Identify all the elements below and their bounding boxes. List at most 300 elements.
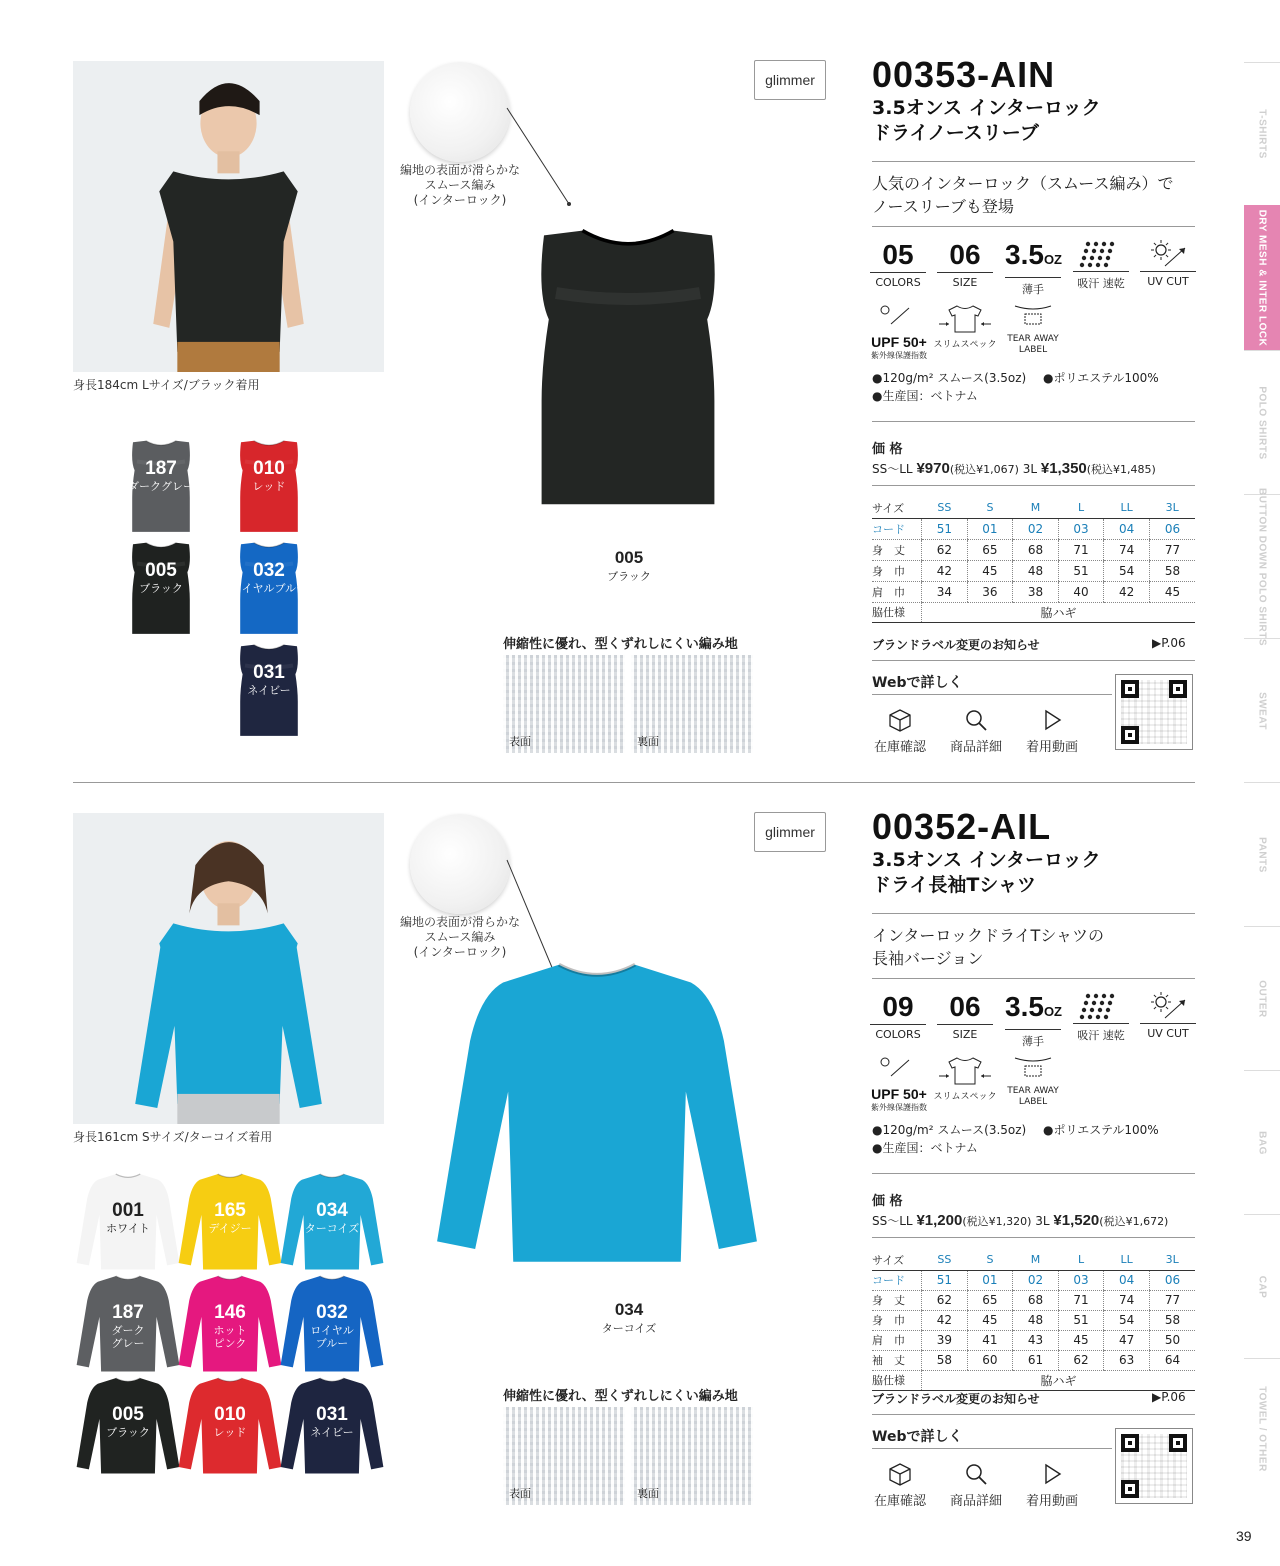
side-tab-label: PANTS bbox=[1256, 836, 1268, 873]
size-cell: 48 bbox=[1013, 560, 1059, 581]
side-tab-4[interactable] bbox=[1244, 638, 1280, 782]
side-tab-6[interactable] bbox=[1244, 926, 1280, 1070]
side-tab-label: CAP bbox=[1256, 1275, 1268, 1298]
swatch-number: 146 bbox=[214, 1302, 246, 1323]
product-code: 00353-AIN bbox=[872, 54, 1056, 95]
spec-number: 06 bbox=[949, 239, 981, 270]
size-row-label: 袖 丈 bbox=[872, 1350, 922, 1370]
size-cell: 48 bbox=[1013, 1310, 1059, 1330]
feature-caption: 紫外線保護指数 bbox=[871, 351, 927, 360]
size-cell: 06 bbox=[1149, 1270, 1195, 1290]
size-cell: 39 bbox=[922, 1330, 968, 1350]
magnifier-icon bbox=[944, 708, 1008, 732]
link-box[interactable] bbox=[868, 1462, 932, 1509]
swatch-number: 032 bbox=[316, 1302, 348, 1323]
main-color-label bbox=[569, 548, 689, 584]
spec-caption: COLORS bbox=[875, 1028, 921, 1041]
spec-1 bbox=[937, 240, 993, 289]
spec-value bbox=[937, 992, 993, 1025]
spec-number: 3.5 bbox=[1005, 991, 1044, 1022]
price-b-label: 3L bbox=[1022, 462, 1038, 476]
web-details-label: Webで詳しく bbox=[872, 675, 963, 691]
swatch-name: ネイビー bbox=[310, 1426, 354, 1439]
link-label: 商品詳細 bbox=[949, 740, 1002, 755]
size-cell: 62 bbox=[922, 539, 968, 560]
swatch-number: 032 bbox=[253, 560, 285, 581]
size-table bbox=[872, 1250, 1195, 1391]
price-heading: 価 格 bbox=[872, 1194, 903, 1209]
upf-title: UPF 50+ bbox=[871, 334, 927, 350]
model-photo bbox=[73, 61, 384, 372]
brand-label-notice[interactable]: ブランドラベル変更のお知らせ bbox=[872, 638, 1040, 652]
size-row-label: 肩 巾 bbox=[872, 581, 922, 602]
spec-caption: UV CUT bbox=[1147, 1027, 1189, 1040]
brand-logo-text: glimmer bbox=[765, 824, 815, 840]
spec-caption: 吸汗 速乾 bbox=[1077, 1029, 1125, 1042]
side-tab-8[interactable] bbox=[1244, 1214, 1280, 1358]
size-cell: 68 bbox=[1013, 539, 1059, 560]
brand-logo-text: glimmer bbox=[765, 72, 815, 88]
web-details-label: Webで詳しく bbox=[872, 1429, 963, 1445]
catch-line1: 人気のインターロック（スムース編み）で bbox=[872, 174, 1174, 193]
size-cell: 42 bbox=[922, 560, 968, 581]
brand-label-notice[interactable]: ブランドラベル変更のお知らせ bbox=[872, 1392, 1040, 1406]
rule bbox=[872, 485, 1195, 486]
feature-0 bbox=[866, 302, 932, 361]
color-swatch-031[interactable] bbox=[229, 622, 309, 757]
swatch-name: ブラック bbox=[139, 582, 183, 595]
feature-caption: スリムスペック bbox=[933, 340, 997, 350]
feature-caption: スリムスペック bbox=[933, 1092, 997, 1102]
rule bbox=[872, 1414, 1195, 1415]
size-row-label: 身 丈 bbox=[872, 1290, 922, 1310]
qr-eye bbox=[1169, 1434, 1187, 1452]
size-row-label: 身 巾 bbox=[872, 1310, 922, 1330]
slim-shirt-icon bbox=[932, 302, 998, 334]
price-b-label: 3L bbox=[1035, 1214, 1050, 1228]
size-cell: 51 bbox=[1058, 560, 1104, 581]
price-a-label: SS〜LL bbox=[872, 1214, 913, 1228]
size-cell: 54 bbox=[1104, 1310, 1150, 1330]
swatch-number: 031 bbox=[316, 1404, 348, 1425]
size-header-cell: サイズ bbox=[872, 498, 922, 518]
size-cell: 03 bbox=[1058, 518, 1104, 539]
price-a-label: SS〜LL bbox=[872, 462, 913, 476]
size-cell: 77 bbox=[1149, 1290, 1195, 1310]
spec-unit: OZ bbox=[1043, 252, 1062, 267]
side-tab-label: BAG bbox=[1256, 1130, 1268, 1155]
product-name-line2: ドライノースリーブ bbox=[872, 122, 1039, 144]
size-footer-label: 脇仕様 bbox=[872, 602, 922, 622]
swatch-name: ロイヤル ブルー bbox=[310, 1324, 354, 1350]
link-label: 在庫確認 bbox=[873, 1494, 926, 1509]
size-cell: 58 bbox=[922, 1350, 968, 1370]
feature-1 bbox=[932, 302, 998, 351]
rule bbox=[872, 161, 1195, 162]
side-tab-3[interactable] bbox=[1244, 487, 1280, 646]
rule bbox=[872, 660, 1195, 661]
spec-number: 3.5 bbox=[1005, 239, 1044, 270]
play-icon bbox=[1020, 1462, 1084, 1486]
price-heading: 価 格 bbox=[872, 442, 903, 457]
link-label: 在庫確認 bbox=[873, 740, 926, 755]
size-cell: 04 bbox=[1104, 1270, 1150, 1290]
size-header-cell: S bbox=[967, 1250, 1013, 1270]
side-tab-label: T-SHIRTS bbox=[1256, 109, 1268, 159]
size-cell: 03 bbox=[1058, 1270, 1104, 1290]
size-row-label: 身 丈 bbox=[872, 539, 922, 560]
spec-caption: 吸汗 速乾 bbox=[1077, 277, 1125, 290]
page-number: 39 bbox=[1236, 1528, 1252, 1544]
product-name-line1: 3.5オンス インターロック bbox=[872, 97, 1101, 119]
fabric-back-label: 裏面 bbox=[637, 735, 659, 748]
product-code: 00352-AIL bbox=[872, 806, 1052, 847]
fabric-back-label: 裏面 bbox=[637, 1487, 659, 1500]
swatch-name: ターコイズ bbox=[304, 1222, 360, 1235]
main-color-name: ターコイズ bbox=[601, 1322, 657, 1335]
size-cell: 50 bbox=[1149, 1330, 1195, 1350]
spec-0 bbox=[870, 240, 926, 289]
qr-pattern bbox=[1121, 1434, 1187, 1498]
main-product-image bbox=[508, 190, 748, 540]
size-cell: 65 bbox=[967, 1290, 1013, 1310]
size-header-cell: サイズ bbox=[872, 1250, 922, 1270]
size-row bbox=[872, 560, 1195, 581]
size-row bbox=[872, 1270, 1195, 1290]
feature-0 bbox=[866, 1054, 932, 1113]
box-icon bbox=[868, 1462, 932, 1486]
price-b: ¥1,520 bbox=[1053, 1212, 1100, 1229]
section-divider bbox=[73, 782, 1195, 783]
size-footer-row bbox=[872, 602, 1195, 622]
upf-icon bbox=[866, 1054, 932, 1086]
size-footer-row bbox=[872, 1370, 1195, 1390]
size-cell: 77 bbox=[1149, 539, 1195, 560]
size-row bbox=[872, 1310, 1195, 1330]
box-icon bbox=[868, 708, 932, 732]
size-cell: 06 bbox=[1149, 518, 1195, 539]
fabric-front-label: 表面 bbox=[509, 735, 531, 748]
spec-caption: 薄手 bbox=[1022, 283, 1044, 296]
size-header-cell: L bbox=[1058, 498, 1104, 518]
link-box[interactable] bbox=[868, 708, 932, 755]
size-header-cell: S bbox=[967, 498, 1013, 518]
materials-origin: ●生産国：ベトナム bbox=[872, 1141, 978, 1155]
qr-code[interactable] bbox=[1115, 674, 1193, 750]
swatch-name: ダークグレー bbox=[128, 480, 194, 493]
price-a: ¥1,200 bbox=[916, 1212, 963, 1229]
side-tab-label: SWEAT bbox=[1256, 691, 1268, 730]
link-magnifier[interactable] bbox=[944, 1462, 1008, 1509]
swatch-number: 187 bbox=[145, 458, 177, 479]
bubble-caption-line: スムース編み bbox=[424, 930, 496, 944]
side-tab-9[interactable] bbox=[1244, 1358, 1280, 1498]
model-caption: 身長184cm Lサイズ/ブラック着用 bbox=[73, 378, 260, 392]
size-header-cell: 3L bbox=[1149, 1250, 1195, 1270]
swatch-name: レッド bbox=[213, 1426, 247, 1439]
size-header-row bbox=[872, 498, 1195, 518]
link-magnifier[interactable] bbox=[944, 708, 1008, 755]
spec-1 bbox=[937, 992, 993, 1041]
size-cell: 51 bbox=[922, 1270, 968, 1290]
play-icon bbox=[1020, 708, 1084, 732]
size-header-cell: LL bbox=[1104, 1250, 1150, 1270]
feature-2 bbox=[1000, 302, 1066, 356]
side-tab-label: TOWEL / OTHER bbox=[1256, 1385, 1268, 1472]
feature-2 bbox=[1000, 1054, 1066, 1108]
side-tab-2[interactable] bbox=[1244, 350, 1280, 494]
spec-0 bbox=[870, 992, 926, 1041]
fabric-front-image bbox=[503, 655, 625, 753]
size-cell: 42 bbox=[922, 1310, 968, 1330]
rule bbox=[872, 421, 1195, 422]
swatch-number: 031 bbox=[253, 662, 285, 683]
color-swatch-001[interactable] bbox=[73, 1170, 183, 1276]
feature-1 bbox=[932, 1054, 998, 1103]
swatch-name: ネイビー bbox=[247, 684, 291, 697]
spec-3 bbox=[1073, 240, 1129, 291]
size-cell: 45 bbox=[1058, 1330, 1104, 1350]
size-cell: 51 bbox=[1058, 1310, 1104, 1330]
size-cell: 40 bbox=[1058, 581, 1104, 602]
fabric-closeup-bubble bbox=[410, 62, 510, 162]
spec-value bbox=[1005, 240, 1061, 278]
price-line bbox=[872, 460, 1156, 477]
price-a-tax: (税込¥1,067) bbox=[949, 463, 1019, 476]
size-cell: 54 bbox=[1104, 560, 1150, 581]
model-photo bbox=[73, 813, 384, 1124]
swatch-number: 001 bbox=[112, 1200, 144, 1221]
size-cell: 71 bbox=[1058, 1290, 1104, 1310]
size-row bbox=[872, 518, 1195, 539]
swatch-number: 005 bbox=[145, 560, 177, 581]
color-swatch-146[interactable] bbox=[175, 1272, 285, 1378]
size-cell: 42 bbox=[1104, 581, 1150, 602]
color-swatch-187[interactable] bbox=[73, 1272, 183, 1378]
size-header-cell: 3L bbox=[1149, 498, 1195, 518]
materials-b: ●ポリエステル100% bbox=[1043, 371, 1159, 385]
dots-icon bbox=[1073, 240, 1129, 272]
side-tab-5[interactable] bbox=[1244, 782, 1280, 926]
swatch-number: 010 bbox=[253, 458, 285, 479]
spec-value bbox=[870, 240, 926, 273]
product-name-line1: 3.5オンス インターロック bbox=[872, 849, 1101, 871]
feature-caption: TEAR AWAY bbox=[1007, 334, 1059, 344]
size-cell: 74 bbox=[1104, 1290, 1150, 1310]
size-cell: 02 bbox=[1013, 1270, 1059, 1290]
qr-eye bbox=[1121, 1434, 1139, 1452]
size-row-label: 身 巾 bbox=[872, 560, 922, 581]
bubble-caption-line: (インターロック) bbox=[413, 193, 507, 207]
materials-b: ●ポリエステル100% bbox=[1043, 1123, 1159, 1137]
spec-2 bbox=[1005, 992, 1061, 1049]
size-cell: 64 bbox=[1149, 1350, 1195, 1370]
spec-number: 09 bbox=[882, 991, 914, 1022]
rule bbox=[872, 1448, 1112, 1449]
page-reference-link[interactable]: ▶P.06 bbox=[1152, 1390, 1186, 1404]
swatch-number: 010 bbox=[214, 1404, 246, 1425]
upf-title: UPF 50+ bbox=[871, 1086, 927, 1102]
tear-away-label-icon bbox=[1000, 1054, 1066, 1086]
swatch-number: 034 bbox=[316, 1200, 348, 1221]
upf-icon bbox=[866, 302, 932, 334]
size-cell: 74 bbox=[1104, 539, 1150, 560]
size-header-row bbox=[872, 1250, 1195, 1270]
main-color-name: ブラック bbox=[607, 570, 651, 583]
color-swatches bbox=[73, 1170, 385, 1510]
size-cell: 01 bbox=[967, 1270, 1013, 1290]
rule bbox=[872, 694, 1112, 695]
main-color-number: 034 bbox=[614, 1300, 644, 1319]
side-tab-label: DRY MESH & INTER LOCK bbox=[1256, 209, 1268, 346]
price-a-tax: (税込¥1,320) bbox=[962, 1215, 1032, 1228]
feature-caption: LABEL bbox=[1018, 1097, 1048, 1107]
feature-caption: TEAR AWAY bbox=[1007, 1086, 1059, 1096]
size-cell: 62 bbox=[1058, 1350, 1104, 1370]
spec-2 bbox=[1005, 240, 1061, 297]
spec-caption: SIZE bbox=[952, 1028, 978, 1041]
qr-code[interactable] bbox=[1115, 1428, 1193, 1504]
swatch-name: ホット ピンク bbox=[213, 1324, 247, 1350]
link-label: 着用動画 bbox=[1025, 1494, 1078, 1509]
size-header-cell: L bbox=[1058, 1250, 1104, 1270]
color-swatch-005[interactable] bbox=[121, 520, 201, 655]
qr-pattern bbox=[1121, 680, 1187, 744]
swatch-number: 165 bbox=[214, 1200, 246, 1221]
size-row bbox=[872, 1350, 1195, 1370]
size-cell: 01 bbox=[967, 518, 1013, 539]
size-cell: 43 bbox=[1013, 1330, 1059, 1350]
spec-number: 05 bbox=[882, 239, 914, 270]
color-swatch-034[interactable] bbox=[277, 1170, 387, 1276]
bubble-caption-line: (インターロック) bbox=[413, 945, 507, 959]
size-row-label: 肩 巾 bbox=[872, 1330, 922, 1350]
qr-eye bbox=[1121, 726, 1139, 744]
size-header-cell: LL bbox=[1104, 498, 1150, 518]
materials-a: ●120g/m² スムース(3.5oz) bbox=[872, 371, 1027, 385]
size-cell: 58 bbox=[1149, 560, 1195, 581]
size-cell: 45 bbox=[1149, 581, 1195, 602]
catch-line1: インターロックドライTシャツの bbox=[872, 926, 1105, 945]
size-header-cell: M bbox=[1013, 498, 1059, 518]
spec-3 bbox=[1073, 992, 1129, 1043]
rule bbox=[872, 978, 1195, 979]
size-cell: 58 bbox=[1149, 1310, 1195, 1330]
link-play[interactable] bbox=[1020, 708, 1084, 755]
materials-origin: ●生産国：ベトナム bbox=[872, 389, 978, 403]
swatch-name: レッド bbox=[252, 480, 286, 493]
size-footer-value: 脇ハギ bbox=[922, 602, 1195, 622]
color-swatch-031[interactable] bbox=[277, 1374, 387, 1480]
size-cell: 68 bbox=[1013, 1290, 1059, 1310]
product-section-00353-AIN bbox=[0, 0, 1240, 780]
side-tab-7[interactable] bbox=[1244, 1070, 1280, 1214]
size-footer-value: 脇ハギ bbox=[922, 1370, 1195, 1390]
price-b-tax: (税込¥1,672) bbox=[1099, 1215, 1169, 1228]
bubble-caption-line: スムース編み bbox=[424, 178, 496, 192]
side-tab-label: POLO SHIRTS bbox=[1256, 385, 1268, 460]
spec-caption: 薄手 bbox=[1022, 1035, 1044, 1048]
fabric-back-image bbox=[631, 655, 753, 753]
size-cell: 63 bbox=[1104, 1350, 1150, 1370]
size-cell: 61 bbox=[1013, 1350, 1059, 1370]
swatch-name: ダーク グレー bbox=[111, 1324, 145, 1350]
size-row-label: コード bbox=[872, 1270, 922, 1290]
size-cell: 04 bbox=[1104, 518, 1150, 539]
product-section-00352-AIL bbox=[0, 752, 1240, 1532]
size-header-cell: SS bbox=[922, 1250, 968, 1270]
size-cell: 62 bbox=[922, 1290, 968, 1310]
size-cell: 38 bbox=[1013, 581, 1059, 602]
swatch-name: ロイヤルブルー bbox=[230, 582, 308, 595]
size-cell: 41 bbox=[967, 1330, 1013, 1350]
rule bbox=[872, 226, 1195, 227]
link-label: 商品詳細 bbox=[949, 1494, 1002, 1509]
side-tab-label: BUTTON DOWN POLO SHIRTS bbox=[1256, 487, 1268, 646]
spec-value bbox=[870, 992, 926, 1025]
price-a: ¥970 bbox=[916, 460, 950, 477]
side-tab-0[interactable] bbox=[1244, 62, 1280, 205]
color-swatch-165[interactable] bbox=[175, 1170, 285, 1276]
rule bbox=[872, 1173, 1195, 1174]
color-swatches bbox=[73, 418, 385, 758]
spec-caption: SIZE bbox=[952, 276, 978, 289]
price-line bbox=[872, 1212, 1168, 1229]
main-color-label bbox=[569, 1300, 689, 1336]
side-tab-1[interactable] bbox=[1244, 205, 1280, 350]
catch-line2: 長袖バージョン bbox=[872, 949, 984, 968]
price-b-tax: (税込¥1,485) bbox=[1086, 463, 1156, 476]
size-cell: 60 bbox=[967, 1350, 1013, 1370]
qr-eye bbox=[1169, 680, 1187, 698]
swatch-number: 187 bbox=[112, 1302, 144, 1323]
spec-4 bbox=[1140, 240, 1196, 288]
color-swatch-010[interactable] bbox=[175, 1374, 285, 1480]
price-b: ¥1,350 bbox=[1040, 460, 1087, 477]
fabric-front-image bbox=[503, 1407, 625, 1505]
link-play[interactable] bbox=[1020, 1462, 1084, 1509]
fabric-closeup-bubble bbox=[410, 814, 510, 914]
swatch-number: 005 bbox=[112, 1404, 144, 1425]
size-row bbox=[872, 539, 1195, 560]
tear-away-label-icon bbox=[1000, 302, 1066, 334]
spec-unit: OZ bbox=[1043, 1004, 1062, 1019]
model-caption: 身長161cm Sサイズ/ターコイズ着用 bbox=[73, 1130, 273, 1144]
side-tab-label: OUTER bbox=[1256, 979, 1268, 1018]
sun-icon bbox=[1140, 240, 1196, 272]
qr-eye bbox=[1121, 1480, 1139, 1498]
color-swatch-032[interactable] bbox=[277, 1272, 387, 1378]
size-cell: 51 bbox=[922, 518, 968, 539]
sun-icon bbox=[1140, 992, 1196, 1024]
size-header-cell: SS bbox=[922, 498, 968, 518]
swatch-name: ホワイト bbox=[106, 1222, 150, 1235]
spec-number: 06 bbox=[949, 991, 981, 1022]
size-row bbox=[872, 1330, 1195, 1350]
size-cell: 71 bbox=[1058, 539, 1104, 560]
rule bbox=[872, 913, 1195, 914]
bubble-caption-line: 編地の表面が滑らかな bbox=[399, 163, 520, 177]
feature-caption: LABEL bbox=[1018, 345, 1048, 355]
color-swatch-005[interactable] bbox=[73, 1374, 183, 1480]
bubble-caption-line: 編地の表面が滑らかな bbox=[399, 915, 520, 929]
size-cell: 45 bbox=[967, 560, 1013, 581]
page-reference-link[interactable]: ▶P.06 bbox=[1152, 636, 1186, 650]
size-footer-label: 脇仕様 bbox=[872, 1370, 922, 1390]
swatch-name: ブラック bbox=[106, 1426, 150, 1439]
product-name-line2: ドライ長袖Tシャツ bbox=[872, 874, 1037, 896]
size-cell: 65 bbox=[967, 539, 1013, 560]
